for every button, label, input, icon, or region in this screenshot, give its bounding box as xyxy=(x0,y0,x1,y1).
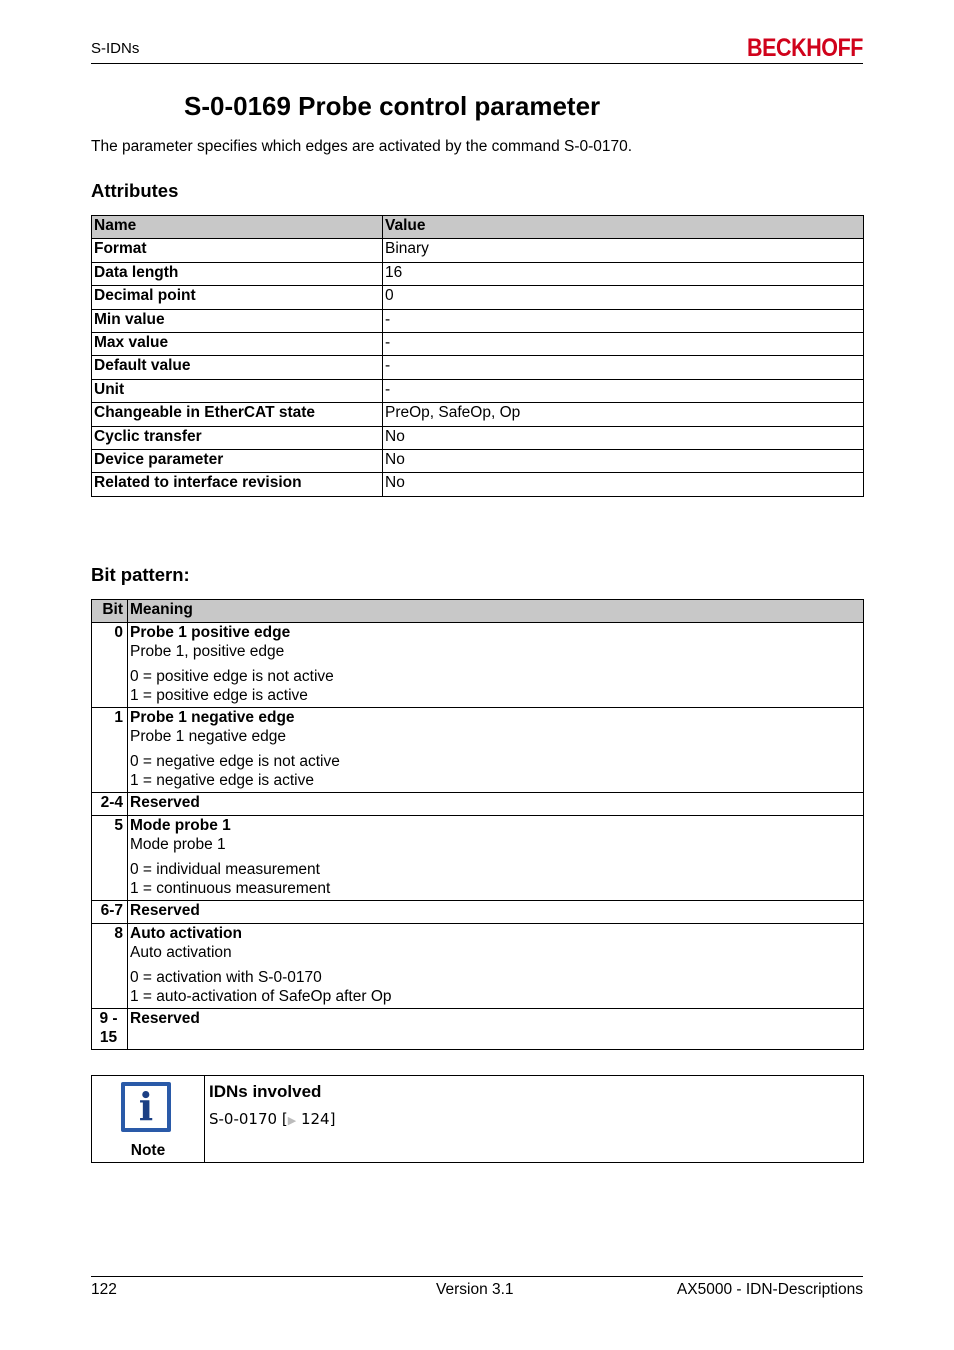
column-header-bit: Bit xyxy=(92,600,128,623)
bit-meaning xyxy=(128,924,864,1009)
bit-value-1: 1 = auto-activation of SafeOp after Op xyxy=(130,988,392,1005)
column-header-value: Value xyxy=(383,216,864,239)
document-name: AX5000 - IDN-Descriptions xyxy=(676,1281,863,1298)
attr-value: PreOp, SafeOp, Op xyxy=(383,403,864,426)
bit-value-1: 1 = continuous measurement xyxy=(130,880,331,897)
bit-number: 5 xyxy=(92,816,128,901)
bit-number: 8 xyxy=(92,924,128,1009)
note-icon-panel xyxy=(92,1076,205,1162)
header-divider xyxy=(91,63,863,64)
attr-value: No xyxy=(383,426,864,449)
bit-number: 2-4 xyxy=(92,793,128,816)
attr-name: Min value xyxy=(92,309,383,332)
page-number: 122 xyxy=(91,1281,117,1298)
table-row xyxy=(92,924,864,1009)
bit-pattern-table xyxy=(91,599,864,1050)
bit-title: Reserved xyxy=(128,793,864,816)
bit-meaning xyxy=(128,708,864,793)
table-row xyxy=(92,332,864,355)
bit-meaning xyxy=(128,816,864,901)
bit-value-0: 0 = negative edge is not active xyxy=(130,753,340,770)
note-box xyxy=(91,1075,864,1163)
bit-number: 9 - 15 xyxy=(92,1009,128,1050)
table-row xyxy=(92,623,864,708)
bit-number: 1 xyxy=(92,708,128,793)
attr-value: No xyxy=(383,449,864,472)
attr-value: 0 xyxy=(383,286,864,309)
attr-value: No xyxy=(383,473,864,496)
bit-number: 6-7 xyxy=(92,901,128,924)
attr-value: Binary xyxy=(383,239,864,262)
table-row xyxy=(92,449,864,472)
attr-name: Device parameter xyxy=(92,449,383,472)
attributes-table xyxy=(91,215,864,497)
attr-name: Decimal point xyxy=(92,286,383,309)
note-label: Note xyxy=(130,1142,166,1159)
table-row xyxy=(92,426,864,449)
bit-value-0: 0 = positive edge is not active xyxy=(130,668,334,685)
bit-number: 0 xyxy=(92,623,128,708)
attr-value: - xyxy=(383,356,864,379)
page-title: S-0-0169 Probe control parameter xyxy=(184,91,601,121)
bit-value-0: 0 = activation with S-0-0170 xyxy=(130,969,322,986)
beckhoff-logo: BECKHOFF xyxy=(747,34,864,62)
table-row xyxy=(92,239,864,262)
idn-link-text[interactable]: S-0-0170 xyxy=(209,1110,278,1128)
attr-name: Max value xyxy=(92,332,383,355)
attr-value: - xyxy=(383,332,864,355)
attr-name: Data length xyxy=(92,262,383,285)
attr-name: Changeable in EtherCAT state xyxy=(92,403,383,426)
table-row xyxy=(92,379,864,402)
bit-title: Auto activation xyxy=(130,925,242,942)
attr-value: - xyxy=(383,309,864,332)
table-row xyxy=(92,473,864,496)
bit-title: Probe 1 positive edge xyxy=(130,624,291,641)
intro-text: The parameter specifies which edges are activated by the command S-0-0170. xyxy=(91,138,633,155)
table-row xyxy=(92,793,864,816)
attributes-heading: Attributes xyxy=(91,180,179,201)
attr-value: - xyxy=(383,379,864,402)
column-header-name: Name xyxy=(92,216,383,239)
table-row xyxy=(92,286,864,309)
table-header-row xyxy=(92,216,864,239)
header-section-label: S-IDNs xyxy=(91,40,140,57)
table-row xyxy=(92,816,864,901)
bit-value-1: 1 = negative edge is active xyxy=(130,772,314,789)
bit-title: Reserved xyxy=(128,1009,864,1050)
bit-description: Probe 1, positive edge xyxy=(130,643,285,660)
attr-name: Default value xyxy=(92,356,383,379)
table-row xyxy=(92,403,864,426)
idns-involved-title: IDNs involved xyxy=(209,1082,322,1101)
bit-description: Auto activation xyxy=(130,944,232,961)
info-icon: i xyxy=(121,1082,171,1132)
table-row xyxy=(92,356,864,379)
document-version: Version 3.1 xyxy=(436,1281,514,1298)
footer-divider xyxy=(91,1276,863,1277)
table-row xyxy=(92,1009,864,1050)
column-header-meaning: Meaning xyxy=(128,600,864,623)
table-row xyxy=(92,309,864,332)
bit-value-0: 0 = individual measurement xyxy=(130,861,320,878)
page-link-arrow-icon: ▶ xyxy=(287,1114,297,1127)
bit-title: Mode probe 1 xyxy=(130,817,231,834)
idn-reference-link[interactable]: S-0-0170 [▶ 124] xyxy=(209,1110,336,1128)
attr-name: Unit xyxy=(92,379,383,402)
attr-name: Format xyxy=(92,239,383,262)
bit-meaning xyxy=(128,623,864,708)
bit-description: Probe 1 negative edge xyxy=(130,728,286,745)
table-row xyxy=(92,901,864,924)
attr-name: Cyclic transfer xyxy=(92,426,383,449)
table-header-row xyxy=(92,600,864,623)
bit-pattern-heading: Bit pattern: xyxy=(91,564,190,585)
attr-value: 16 xyxy=(383,262,864,285)
bit-value-1: 1 = positive edge is active xyxy=(130,687,308,704)
table-row xyxy=(92,708,864,793)
table-row xyxy=(92,262,864,285)
bit-title: Probe 1 negative edge xyxy=(130,709,295,726)
bit-description: Mode probe 1 xyxy=(130,836,226,853)
idn-link-page[interactable]: 124 xyxy=(300,1110,330,1128)
attr-name: Related to interface revision xyxy=(92,473,383,496)
bit-title: Reserved xyxy=(128,901,864,924)
